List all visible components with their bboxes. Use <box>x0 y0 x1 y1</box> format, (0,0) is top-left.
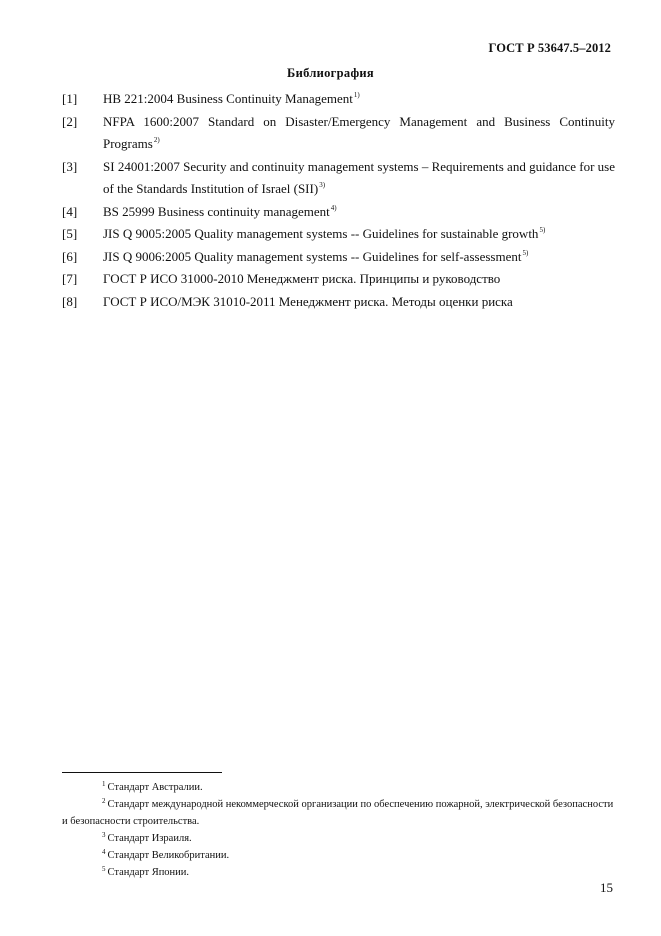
footnote-divider <box>62 772 222 773</box>
entry-number: [3] <box>62 158 78 174</box>
entry-text: BS 25999 Business continuity management$^{4)}$ <box>103 203 337 219</box>
bibliography-entry <box>62 291 615 314</box>
footnote: $^3$ Стандарт Израиля. <box>102 831 192 844</box>
bibliography-title: Библиография <box>287 66 374 80</box>
bibliography-list <box>62 88 615 313</box>
page-number: 15 <box>600 880 613 895</box>
footnote-mark: 4 <box>102 848 106 856</box>
entry-text: JIS Q 9005:2005 Quality management systems -- Guidelines for sustainable growth$^{5)}$ <box>103 226 546 241</box>
bibliography-entry <box>62 88 615 111</box>
footnote: $^4$ Стандарт Великобритании. <box>102 848 230 861</box>
entry-text: JIS Q 9006:2005 Quality management systems -- Guidelines for self-assessment$^{5)}$ <box>103 248 529 264</box>
footnote-mark: 3 <box>102 831 106 839</box>
entry-text: ГОСТ Р ИСО 31000-2010 Менеджмент риска. Принципы и руководство <box>103 271 501 286</box>
bibliography-entry <box>62 246 615 269</box>
footnote-ref: 5) <box>522 248 529 257</box>
entry-number: [6] <box>62 248 78 264</box>
footnote: $^1$ Стандарт Австралии. <box>102 780 203 793</box>
footnote-ref: 3) <box>319 181 326 189</box>
entry-text: ГОСТ Р ИСО/МЭК 31010-2011 Менеджмент риска. Методы оценки риска <box>103 293 513 309</box>
footnote-ref: 5) <box>539 226 546 234</box>
footnote-mark: 5 <box>102 865 106 873</box>
bibliography-entry <box>62 223 615 246</box>
bibliography-entry <box>62 201 615 224</box>
entry-text: SI 24001:2007 Security and continuity management systems – Requirements and guidance for use of the Standards Institution of Israel (SII)$^{3)}$ <box>103 158 615 196</box>
footnote-mark: 1 <box>102 780 106 788</box>
footnote: $^5$ Стандарт Японии. <box>102 865 190 878</box>
entry-number: [5] <box>62 226 78 241</box>
footnote-mark: 2 <box>102 797 106 805</box>
bibliography-entry <box>62 111 615 156</box>
bibliography-entry <box>62 156 615 201</box>
entry-number: [1] <box>62 91 78 106</box>
entry-number: [2] <box>62 113 78 129</box>
footnotes <box>62 779 615 881</box>
entry-number: [4] <box>62 203 78 219</box>
entry-number: [7] <box>62 271 78 286</box>
entry-number: [8] <box>62 293 78 309</box>
footnote-ref: 4) <box>330 203 337 212</box>
footnote: $^2$ Стандарт международной некоммерческой организации по обеспечению пожарной, электрической безопасности и безопасности строительства. <box>62 797 614 827</box>
footnote-ref: 1) <box>353 91 360 99</box>
footnote-ref: 2) <box>153 136 160 144</box>
entry-text: NFPA 1600:2007 Standard on Disaster/Emergency Management and Business Continuity Programs$^{2)}$ <box>103 113 615 151</box>
entry-text: HB 221:2004 Business Continuity Management$^{1)}$ <box>103 91 360 106</box>
document-code: ГОСТ Р 53647.5–2012 <box>488 41 611 55</box>
bibliography-entry <box>62 268 615 291</box>
